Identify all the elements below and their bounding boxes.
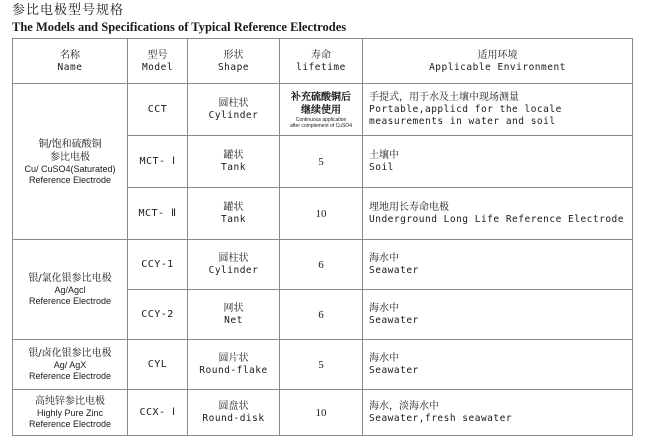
model-cell: CCY-1 <box>128 240 188 290</box>
header-shape-zh: 形状 <box>223 49 244 61</box>
shape-zh: 网状 <box>223 303 244 314</box>
shape-cell <box>188 340 280 390</box>
electrode-name-zh: 高纯锌参比电极 <box>35 396 105 407</box>
shape-en: Tank <box>221 162 246 173</box>
lifetime-cell <box>280 84 363 136</box>
header-shape <box>188 39 280 84</box>
page-title-zh: 参比电极型号规格 <box>12 3 125 18</box>
header-lifetime-zh: 寿命 <box>311 49 331 61</box>
environment-zh: 海水，淡海水中 <box>369 401 439 412</box>
model-cell: MCT- Ⅰ <box>128 136 188 188</box>
header-environment-en: Applicable Environment <box>429 61 566 73</box>
electrode-name-cell <box>13 390 128 436</box>
environment-en: Seawater <box>369 265 419 276</box>
environment-en: Underground Long Life Reference Electrode <box>369 214 624 225</box>
electrode-name-en: Ag/ AgX <box>53 360 87 370</box>
electrode-name-en: Reference Electrode <box>28 371 112 381</box>
environment-zh: 土壤中 <box>369 150 399 161</box>
shape-en: Cylinder <box>208 265 259 276</box>
electrode-name-zh: 参比电极 <box>50 151 90 163</box>
electrode-name-en: Reference Electrode <box>28 174 112 185</box>
shape-en: Tank <box>221 214 246 225</box>
shape-en: Round-disk <box>202 413 265 424</box>
table-header-row <box>13 39 633 84</box>
shape-zh: 圆片状 <box>218 353 249 364</box>
lifetime-en: Continuous application <box>295 116 347 123</box>
lifetime-en: after complement of CuSO4 <box>290 122 352 129</box>
electrode-name-en: Ag/Agcl <box>54 285 86 295</box>
model-cell: MCT- Ⅱ <box>128 188 188 240</box>
shape-zh: 罐状 <box>223 202 244 213</box>
shape-cell <box>188 290 280 340</box>
shape-en: Round-flake <box>199 365 268 376</box>
lifetime-cell: 5 <box>280 136 363 188</box>
lifetime-cell: 10 <box>280 188 363 240</box>
header-name-en: Name <box>57 61 83 73</box>
environment-cell <box>363 136 633 188</box>
environment-en: Seawater,fresh seawater <box>369 413 513 424</box>
model-cell: CCY-2 <box>128 290 188 340</box>
environment-zh: 手提式，用于水及土壤中现场测量 <box>369 92 519 103</box>
shape-en: Cylinder <box>208 110 259 121</box>
model-cell: CYL <box>128 340 188 390</box>
electrode-name-en: Reference Electrode <box>28 296 112 306</box>
shape-cell <box>188 390 280 436</box>
model-cell: CCT <box>128 84 188 136</box>
shape-cell <box>188 188 280 240</box>
environment-cell <box>363 240 633 290</box>
lifetime-cell: 10 <box>280 390 363 436</box>
shape-cell <box>188 136 280 188</box>
table-row <box>13 84 633 136</box>
header-model-zh: 型号 <box>147 49 168 61</box>
header-lifetime-en: lifetime <box>296 61 346 73</box>
electrode-name-en: Cu/ CuSO4(Saturated) <box>24 163 116 174</box>
environment-cell <box>363 390 633 436</box>
environment-cell <box>363 84 633 136</box>
environment-zh: 海水中 <box>369 353 399 364</box>
electrode-name-en: Highly Pure Zinc <box>36 408 104 418</box>
environment-en: Seawater <box>369 365 419 376</box>
electrode-name-zh: 银/氯化银参比电极 <box>28 273 112 284</box>
page-title-en: The Models and Specifications of Typical Reference Electrodes <box>12 20 347 34</box>
lifetime-zh: 补充硫酸铜后 <box>291 91 351 103</box>
table-row <box>13 240 633 290</box>
header-model <box>128 39 188 84</box>
shape-zh: 罐状 <box>223 150 244 161</box>
header-environment <box>363 39 633 84</box>
environment-en: Soil <box>369 162 394 173</box>
shape-en: Net <box>224 315 243 326</box>
electrode-name-en: Reference Electrode <box>28 419 112 429</box>
environment-cell <box>363 188 633 240</box>
environment-cell <box>363 340 633 390</box>
header-name <box>13 39 128 84</box>
electrode-name-zh: 铜/饱和硫酸铜 <box>38 138 102 150</box>
header-model-en: Model <box>141 61 174 73</box>
header-name-zh: 名称 <box>60 49 80 61</box>
electrode-name-cell <box>13 84 128 240</box>
table-row <box>13 340 633 390</box>
environment-en: Seawater <box>369 315 419 326</box>
header-environment-zh: 适用环境 <box>477 49 518 61</box>
shape-cell <box>188 240 280 290</box>
environment-zh: 海水中 <box>369 253 399 264</box>
lifetime-cell: 6 <box>280 240 363 290</box>
lifetime-zh: 继续使用 <box>301 104 341 116</box>
environment-cell <box>363 290 633 340</box>
electrode-name-zh: 银/卤化银参比电极 <box>28 348 112 359</box>
electrode-spec-table <box>12 38 633 436</box>
environment-en: Portable,applicd for the locale <box>369 104 562 115</box>
environment-en: measurements in water and soil <box>369 116 556 127</box>
shape-cell <box>188 84 280 136</box>
electrode-name-cell <box>13 340 128 390</box>
table-row <box>13 390 633 436</box>
header-shape-en: Shape <box>217 61 250 73</box>
electrode-name-cell <box>13 240 128 340</box>
environment-zh: 海水中 <box>369 303 399 314</box>
environment-zh: 埋地用长寿命电极 <box>369 202 449 213</box>
shape-zh: 圆盘状 <box>218 401 249 412</box>
lifetime-cell: 5 <box>280 340 363 390</box>
model-cell: CCX- Ⅰ <box>128 390 188 436</box>
shape-zh: 圆柱状 <box>218 253 249 264</box>
shape-zh: 圆柱状 <box>218 98 249 109</box>
lifetime-cell: 6 <box>280 290 363 340</box>
header-lifetime <box>280 39 363 84</box>
